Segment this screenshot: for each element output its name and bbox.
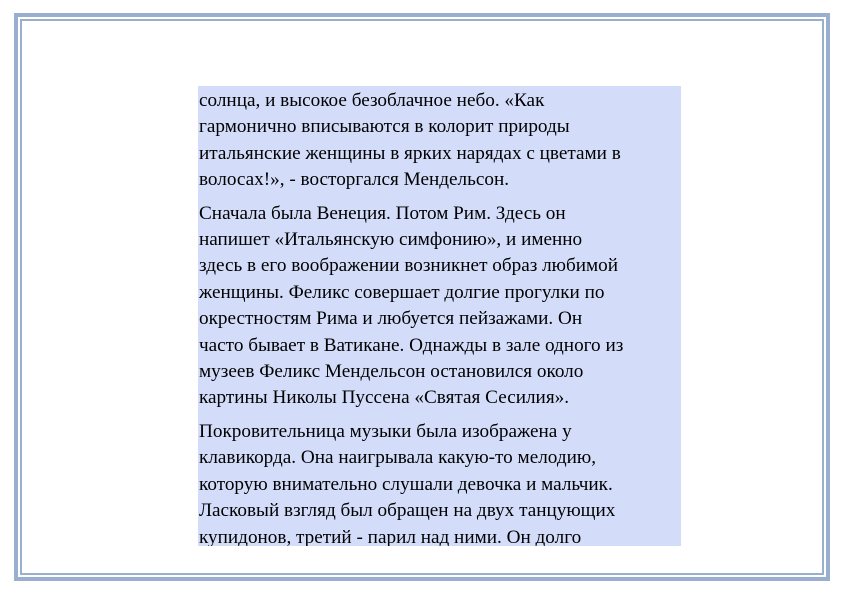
paragraph-1: солнца, и высокое безоблачное небо. «Как гармонично вписываются в колорит природы итальянские женщины в ярких нарядах с цветами в волосах!», - восторгался Мендельсон. [199,90,621,191]
paragraph-3: Покровительница музыки была изображена у клавикорда. Она наигрывала какую-то мелодию, которую внимательно слушали девочка и мальчик. Ласковый взгляд был обращен на двух танцующих купидонов, третий - парил над ними. Он долго [199,420,616,546]
slide-text-box [198,86,681,546]
paragraph-2: Сначала была Венеция. Потом Рим. Здесь он напишет «Итальянскую симфонию», и именно здесь в его воображении возникнет образ любимой женщины. Феликс совершает долгие прогулки по окрестностям Рима и любуется пейзажами. Он часто бывает в Ватикане. Однажды в зале одного из музеев Феликс Мендельсон остановился около картины Николы Пуссена «Святая Сесилия». [199,202,624,409]
